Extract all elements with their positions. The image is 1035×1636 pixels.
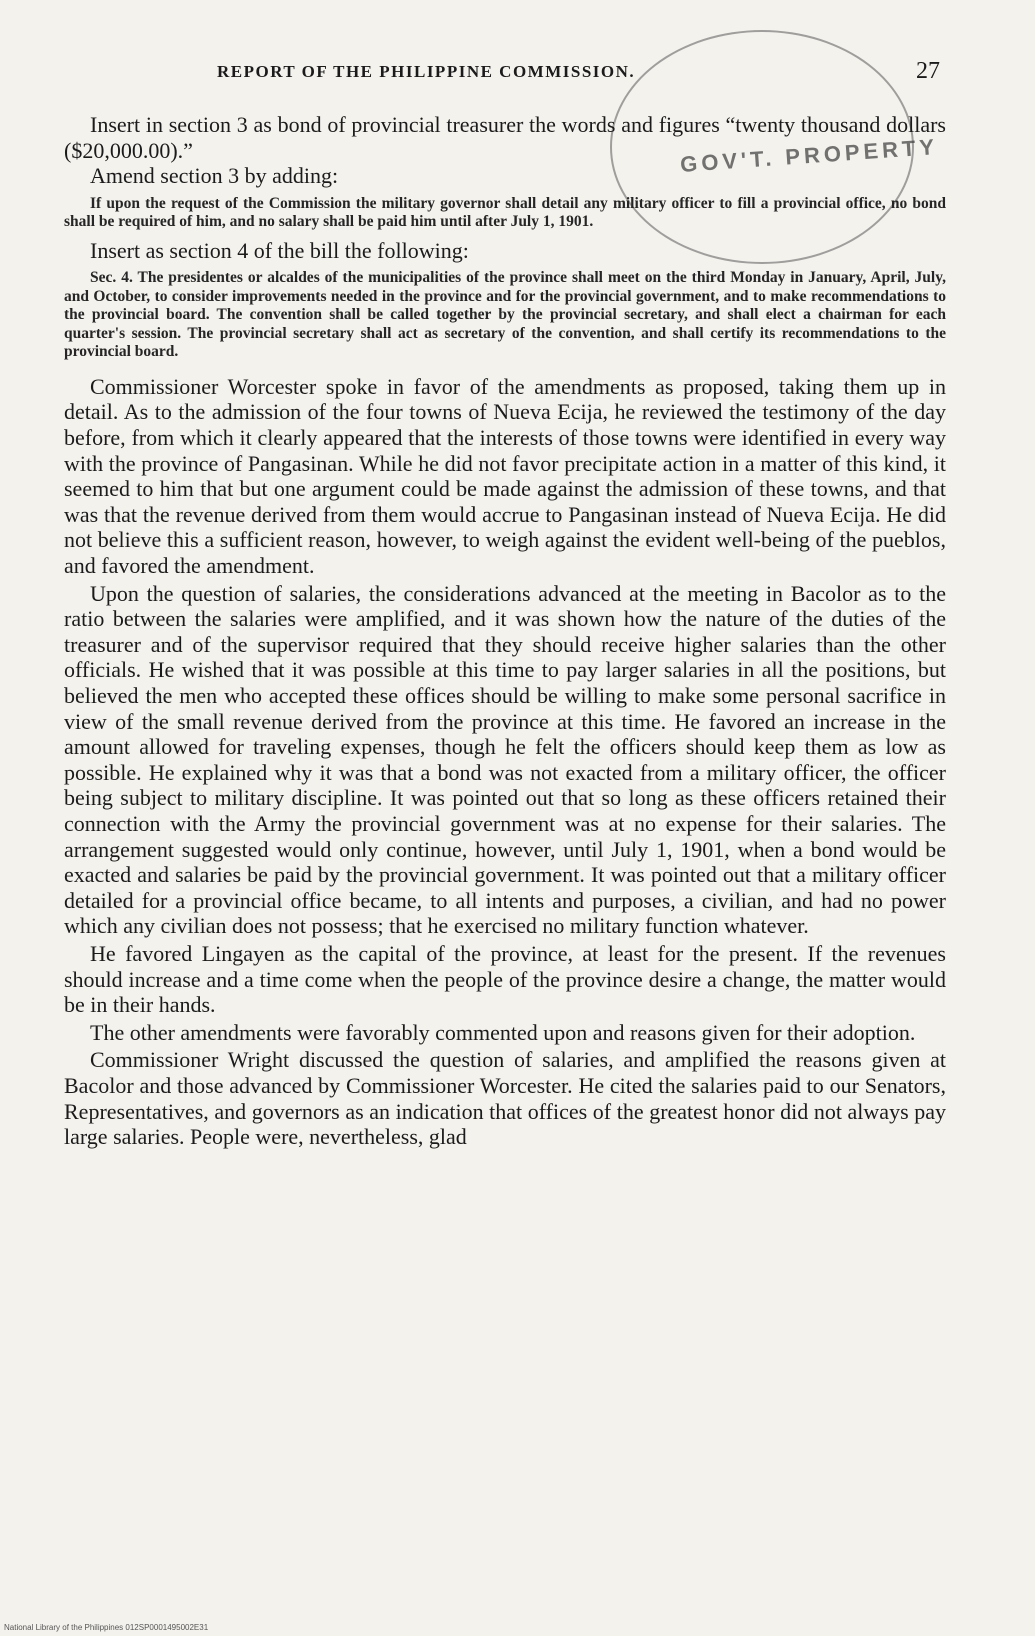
paragraph-lingayen-capital: He favored Lingayen as the capital of the province, at least for the present. If the revenues should increase and a time come when the people of the province desire a change, the matter would be in their hands. <box>64 940 946 1018</box>
stamp-text: GOV'T. PROPERTY <box>679 134 939 177</box>
paragraph-salaries: Upon the question of salaries, the considerations advanced at the meeting in Bacolor as to the ratio between the salaries were amplified, and it was shown how the nature of the duties of the treasurer and of the supervisor required that they should receive higher salaries than the other officials. He wished that it was possible at this time to pay larger salaries in all the positions, but believed the men who accepted these offices should be willing to make some personal sacrifice in view of the small revenue derived from the province at this time. He favored an increase in the amount allowed for traveling expenses, though he felt the officers should keep them as low as possible. He explained why it was that a bond was not exacted from a military officer, the officer being subject to military discipline. It was pointed out that so long as these officers retained their connection with the Army the provincial government was at no expense for their salaries. The arrangement suggested would only continue, however, until July 1, 1901, when a bond would be exacted and salaries be paid by the provincial government. It was pointed out that a military officer detailed for a provincial office became, to all intents and purposes, a civilian, and had no power which any civilian does not possess; that he exercised no military function whatever. <box>64 580 946 939</box>
paragraph-insert-bond: Insert in section 3 as bond of provincial treasurer the words and figures “twenty thousand dollars ($20,000.00).” <box>64 112 946 163</box>
quoted-amendment-section-3: If upon the request of the Commission the military governor shall detail any military officer to fill a provincial office, no bond shall be required of him, and no salary shall be paid him until after July 1, 1901. <box>64 194 946 231</box>
paragraph-insert-section-4: Insert as section 4 of the bill the following: <box>90 237 469 263</box>
scan-footer: National Library of the Philippines 012SP0001495002E31 <box>4 1623 209 1632</box>
running-title: REPORT OF THE PHILIPPINE COMMISSION. <box>217 62 636 81</box>
page-number: 27 <box>916 58 940 84</box>
paragraph-worcester-amendments: Commissioner Worcester spoke in favor of the amendments as proposed, taking them up in detail. As to the admission of the four towns of Nueva Ecija, he reviewed the testimony of the day before, from which it clearly appeared that the interests of those towns were identified in every way with the province of Pangasinan. While he did not favor precipitate action in a matter of this kind, it seemed to him that but one argument could be made against the admission of these towns, and that was that the revenue derived from them would accrue to Pangasinan instead of Nueva Ecija. He did not believe this a sufficient reason, however, to weigh against the evident well-being of the pueblos, and favored the amendment. <box>64 373 946 579</box>
paragraph-wright-salaries: Commissioner Wright discussed the question of salaries, and amplified the reasons given at Bacolor and those advanced by Commissioner Worcester. He cited the salaries paid to our Senators, Representatives, and governors as an indication that offices of the greatest honor did not always pay large salaries. People were, nevertheless, glad <box>64 1047 946 1150</box>
paragraph-amend-section-3: Amend section 3 by adding: <box>90 163 339 189</box>
page-body <box>64 112 946 1150</box>
quoted-section-4: Sec. 4. The presidentes or alcaldes of the municipalities of the province shall meet on the third Monday in January, April, July, and October, to consider improvements needed in the province and for the provincial government, and to make recommendations to the provincial board. The convention shall be called together by the provincial secretary, and shall elect a chairman for each quarter's session. The provincial secretary shall act as secretary of the convention, and shall certify its recommendations to the provincial board. <box>64 269 946 361</box>
page-header <box>62 58 940 88</box>
paragraph-other-amendments: The other amendments were favorably commented upon and reasons given for their adoption. <box>90 1019 916 1045</box>
